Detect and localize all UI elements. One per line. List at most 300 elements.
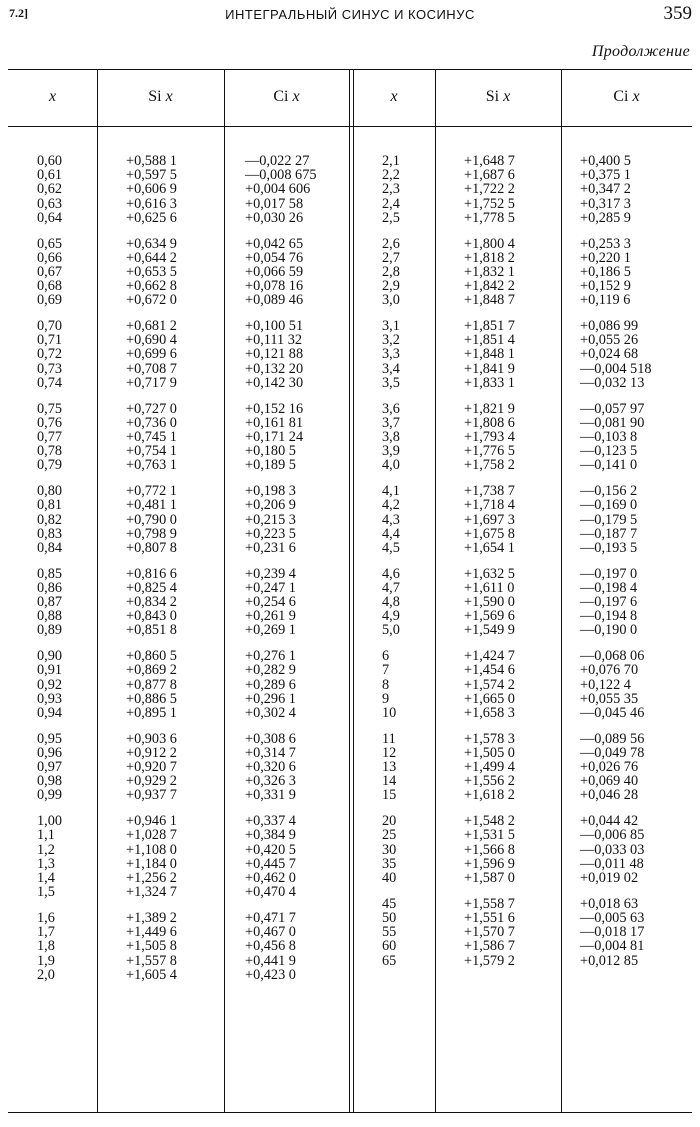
table-cell: +0,121 88 [245, 346, 304, 363]
row-group [580, 154, 651, 225]
table-cell: 0,76 [37, 414, 63, 431]
table-cell: +0,066 59 [245, 263, 304, 280]
table-cell: —0,197 0 [580, 565, 638, 582]
table-cell: +1,722 2 [464, 181, 515, 198]
table-cell: 2,0 [37, 966, 55, 983]
row-group [37, 732, 62, 803]
table-cell: +0,481 1 [126, 497, 177, 514]
table-cell: +0,445 7 [245, 855, 296, 872]
table-cell: 0,87 [37, 594, 63, 611]
table-cell: +0,895 1 [126, 704, 177, 721]
table-cell: +0,717 9 [126, 374, 177, 391]
table-cell: 0,67 [37, 263, 63, 280]
row-group [464, 814, 515, 885]
table-cell: +0,337 4 [245, 813, 296, 830]
row-group [37, 484, 62, 555]
table-cell: +0,269 1 [245, 622, 296, 639]
row-group [580, 649, 651, 720]
table-cell: +1,569 6 [464, 608, 515, 625]
table-cell: 0,70 [37, 318, 63, 335]
table-cell: —0,005 63 [580, 909, 645, 926]
row-group [37, 911, 62, 982]
row-group [382, 319, 400, 390]
table-cell: 6 [382, 648, 390, 665]
table-cell: +0,462 0 [245, 870, 296, 886]
table-cell: 1,1 [37, 827, 55, 844]
table-cell: +1,618 2 [464, 787, 515, 804]
table-cell: 2,2 [382, 167, 400, 184]
table-cell: 0,98 [37, 773, 63, 790]
table-cell: +0,763 1 [126, 457, 177, 474]
table-cell: +0,317 3 [580, 195, 631, 212]
row-group [126, 319, 177, 390]
table-cell: +0,152 9 [580, 278, 631, 295]
table-cell: 2,9 [382, 278, 400, 295]
table-cell: +0,223 5 [245, 525, 296, 542]
table-cell: 0,78 [37, 443, 63, 460]
table-cell: 35 [382, 855, 397, 872]
table-cell: +0,672 0 [126, 292, 177, 309]
table-cell: +0,423 0 [245, 966, 296, 983]
table-cell: +1,778 5 [464, 209, 515, 226]
table-cell: +0,754 1 [126, 443, 177, 460]
table-cell: +1,752 5 [464, 195, 515, 212]
table-cell: 0,63 [37, 195, 63, 212]
table-cell: —0,004 81 [580, 938, 645, 955]
table-cell: 4,0 [382, 457, 400, 474]
header-ci-left: Ci x [273, 88, 300, 105]
table-cell: +0,069 40 [580, 773, 639, 790]
row-group [580, 319, 651, 390]
table-cell: 0,88 [37, 608, 63, 625]
table-cell: +0,456 8 [245, 938, 296, 955]
table-cell: +0,634 9 [126, 235, 177, 252]
table-cell: 45 [382, 895, 397, 912]
table-cell: —0,011 48 [580, 855, 644, 872]
row-group [382, 237, 400, 308]
table-cell: —0,004 518 [580, 360, 652, 377]
column-divider [224, 70, 225, 1112]
row-group [245, 237, 316, 308]
row-group [382, 484, 400, 555]
continuation-label: Продолжение [591, 43, 690, 60]
row-group [126, 154, 177, 225]
table-cell: +0,441 9 [245, 952, 296, 969]
table-cell: 4,4 [382, 525, 400, 542]
row-group [580, 567, 651, 638]
table-cell: 0,68 [37, 278, 63, 295]
table-cell: +0,400 5 [580, 153, 631, 169]
row-group [245, 567, 316, 638]
table-cell: +1,551 6 [464, 909, 515, 926]
table-cell: +1,665 0 [464, 690, 515, 707]
header-ci-right: Ci x [613, 88, 640, 105]
table-cell: —0,194 8 [580, 608, 638, 625]
table-cell: +0,745 1 [126, 428, 177, 445]
table-cell: +0,606 9 [126, 181, 177, 198]
table-cell: +0,012 85 [580, 952, 639, 969]
table-cell: 40 [382, 870, 397, 886]
table-cell: +0,467 0 [245, 924, 296, 941]
table-cell: +1,566 8 [464, 841, 515, 858]
column-divider [97, 70, 98, 1112]
table-cell: 0,95 [37, 730, 63, 747]
table-cell: —0,057 97 [580, 400, 645, 417]
table-cell: +1,256 2 [126, 870, 177, 886]
table-cell: —0,018 17 [580, 924, 645, 941]
table-cell: +0,089 46 [245, 292, 304, 309]
table-cell: 0,96 [37, 744, 63, 761]
table-cell: 0,91 [37, 662, 63, 679]
table-cell: +0,420 5 [245, 841, 296, 858]
row-group [382, 649, 400, 720]
table-cell: 4,8 [382, 594, 400, 611]
row-group [580, 484, 651, 555]
table-cell: +1,848 7 [464, 292, 515, 309]
table-cell: +0,302 4 [245, 704, 296, 721]
row-group [37, 649, 62, 720]
table-cell: +0,253 3 [580, 235, 631, 252]
table-cell: +1,184 0 [126, 855, 177, 872]
table-cell: 0,62 [37, 181, 63, 198]
table-cell: +0,042 65 [245, 235, 304, 252]
row-group [464, 484, 515, 555]
table-cell: +1,449 6 [126, 924, 177, 941]
table-cell: +1,587 0 [464, 870, 515, 886]
column-x-left [37, 154, 62, 994]
table-cell: 3,5 [382, 374, 400, 391]
table-cell: +0,026 76 [580, 759, 639, 776]
table-cell: 0,94 [37, 704, 63, 721]
table-cell: 1,5 [37, 884, 55, 901]
table-cell: 1,6 [37, 909, 55, 926]
section-number: 7.2] [9, 6, 28, 20]
row-group [126, 649, 177, 720]
table-cell: 0,73 [37, 360, 63, 377]
row-group [580, 402, 651, 473]
table-cell: +0,152 16 [245, 400, 304, 417]
table-cell: 3,6 [382, 400, 400, 417]
table-cell: 3,2 [382, 332, 400, 349]
column-si-left [126, 154, 177, 994]
table-cell: +0,276 1 [245, 648, 296, 665]
table-cell: +1,586 7 [464, 938, 515, 955]
table-cell: —0,123 5 [580, 443, 638, 460]
table-cell: +0,024 68 [580, 346, 639, 363]
table-cell: +1,570 7 [464, 924, 515, 941]
table-cell: 1,2 [37, 841, 55, 858]
table-cell: +0,912 2 [126, 744, 177, 761]
row-group [37, 237, 62, 308]
table-cell: +0,220 1 [580, 249, 631, 266]
table-cell: +0,625 6 [126, 209, 177, 226]
row-group [464, 897, 515, 968]
table-cell: 0,77 [37, 428, 63, 445]
table-cell: +1,833 1 [464, 374, 515, 391]
table-cell: +0,171 24 [245, 428, 304, 445]
table-cell: +1,557 8 [126, 952, 177, 969]
table-cell: +1,648 7 [464, 153, 515, 169]
row-group [464, 319, 515, 390]
table-cell: +1,548 2 [464, 813, 515, 830]
row-group [382, 154, 400, 225]
table-cell: +0,843 0 [126, 608, 177, 625]
row-group [580, 897, 651, 968]
row-group [382, 567, 400, 638]
table-cell: 14 [382, 773, 397, 790]
table-cell: 2,6 [382, 235, 400, 252]
table-cell: +0,860 5 [126, 648, 177, 665]
row-group [464, 237, 515, 308]
table-cell: 3,4 [382, 360, 400, 377]
table-cell: +0,588 1 [126, 153, 177, 169]
table-cell: 0,61 [37, 167, 63, 184]
column-divider [435, 70, 436, 1112]
table-cell: +0,384 9 [245, 827, 296, 844]
row-group [580, 732, 651, 803]
row-group [245, 402, 316, 473]
table-cell: 3,1 [382, 318, 400, 335]
table-cell: 2,3 [382, 181, 400, 198]
table-cell: +1,687 6 [464, 167, 515, 184]
row-group [37, 154, 62, 225]
table-cell: +0,616 3 [126, 195, 177, 212]
table-cell: 0,79 [37, 457, 63, 474]
table-cell: 7 [382, 662, 390, 679]
table-cell: +0,772 1 [126, 483, 177, 500]
table-cell: +1,821 9 [464, 400, 515, 417]
row-group [126, 911, 177, 982]
header-rule [8, 126, 692, 127]
table-cell: 4,7 [382, 579, 400, 596]
table-cell: +0,644 2 [126, 249, 177, 266]
table-cell: +1,505 8 [126, 938, 177, 955]
table-cell: 0,93 [37, 690, 63, 707]
table-cell: —0,081 90 [580, 414, 645, 431]
row-group [464, 649, 515, 720]
table-cell: +0,017 58 [245, 195, 304, 212]
table-cell: —0,049 78 [580, 744, 645, 761]
table-cell: +0,834 2 [126, 594, 177, 611]
table-cell: 13 [382, 759, 397, 776]
table-cell: +0,825 4 [126, 579, 177, 596]
table-cell: +1,738 7 [464, 483, 515, 500]
table-cell: +0,816 6 [126, 565, 177, 582]
row-group [126, 814, 177, 899]
table-cell: 0,75 [37, 400, 63, 417]
table-cell: +0,929 2 [126, 773, 177, 790]
header-x-right: x [390, 88, 398, 105]
table-cell: +0,331 9 [245, 787, 296, 804]
row-group [464, 154, 515, 225]
table-cell: 2,8 [382, 263, 400, 280]
table-cell: 4,1 [382, 483, 400, 500]
table-cell: +0,375 1 [580, 167, 631, 184]
table-cell: +0,078 16 [245, 278, 304, 295]
table-cell: +1,654 1 [464, 539, 515, 556]
table-cell: —0,068 06 [580, 648, 645, 665]
header-si-right: Si x [485, 88, 511, 105]
table-cell: 20 [382, 813, 397, 830]
table-cell: 2,7 [382, 249, 400, 266]
table-cell: 1,8 [37, 938, 55, 955]
table-cell: +0,699 6 [126, 346, 177, 363]
table-cell: 3,0 [382, 292, 400, 309]
table-cell: 0,81 [37, 497, 63, 514]
table-cell: +0,122 4 [580, 676, 631, 693]
table-cell: —0,179 5 [580, 511, 638, 528]
row-group [245, 814, 316, 899]
row-group [580, 814, 651, 885]
table-cell: 12 [382, 744, 397, 761]
table-cell: 3,3 [382, 346, 400, 363]
table-cell: +1,605 4 [126, 966, 177, 983]
table-cell: +0,653 5 [126, 263, 177, 280]
table-cell: 50 [382, 909, 397, 926]
table-cell: +1,718 4 [464, 497, 515, 514]
table-cell: 2,1 [382, 153, 400, 169]
table-cell: 0,99 [37, 787, 63, 804]
table-cell: +0,285 9 [580, 209, 631, 226]
table-cell: —0,008 675 [245, 167, 317, 184]
table-cell: 0,80 [37, 483, 63, 500]
table-cell: +0,851 8 [126, 622, 177, 639]
page-number: 359 [663, 3, 692, 24]
table-cell: 1,4 [37, 870, 55, 886]
table-cell: +0,708 7 [126, 360, 177, 377]
table-cell: +1,028 7 [126, 827, 177, 844]
table-cell: +0,320 6 [245, 759, 296, 776]
row-group [382, 732, 400, 803]
table-cell: +0,736 0 [126, 414, 177, 431]
table-cell: 0,66 [37, 249, 63, 266]
table-cell: +0,690 4 [126, 332, 177, 349]
table-cell: 4,3 [382, 511, 400, 528]
table-cell: +0,206 9 [245, 497, 296, 514]
table-cell: —0,198 4 [580, 579, 638, 596]
table-cell: 0,85 [37, 565, 63, 582]
table-cell: +1,505 0 [464, 744, 515, 761]
table-cell: +1,842 2 [464, 278, 515, 295]
table-cell: 0,71 [37, 332, 63, 349]
table-cell: +1,808 6 [464, 414, 515, 431]
row-group [37, 402, 62, 473]
page-title: ИНТЕГРАЛЬНЫЙ СИНУС И КОСИНУС [225, 7, 475, 22]
table-cell: +1,549 9 [464, 622, 515, 639]
table-cell: +0,239 4 [245, 565, 296, 582]
table-cell: 2,5 [382, 209, 400, 226]
column-x-right [382, 154, 400, 979]
row-group [382, 897, 400, 968]
table-cell: +1,848 1 [464, 346, 515, 363]
table-cell: 0,69 [37, 292, 63, 309]
table-cell: 1,00 [37, 813, 63, 830]
table-cell: +1,818 2 [464, 249, 515, 266]
table-cell: +0,877 8 [126, 676, 177, 693]
table-cell: +1,776 5 [464, 443, 515, 460]
table-cell: 1,3 [37, 855, 55, 872]
table-cell: +1,389 2 [126, 909, 177, 926]
table-cell: +1,793 4 [464, 428, 515, 445]
row-group [382, 814, 400, 885]
table-cell: +0,937 7 [126, 787, 177, 804]
row-group [464, 402, 515, 473]
row-group [37, 567, 62, 638]
table-cell: 0,90 [37, 648, 63, 665]
table-cell: 9 [382, 690, 390, 707]
table-cell: +0,296 1 [245, 690, 296, 707]
table-cell: +1,454 6 [464, 662, 515, 679]
table-cell: 0,82 [37, 511, 63, 528]
table-cell: +0,471 7 [245, 909, 296, 926]
table-cell: +0,018 63 [580, 895, 639, 912]
table-cell: 30 [382, 841, 397, 858]
table-cell: +1,574 2 [464, 676, 515, 693]
table-cell: 3,9 [382, 443, 400, 460]
table-cell: +1,611 0 [464, 579, 515, 596]
table-cell: +0,308 6 [245, 730, 296, 747]
table-cell: +0,681 2 [126, 318, 177, 335]
table-cell: +1,578 3 [464, 730, 515, 747]
table-cell: +0,019 02 [580, 870, 639, 886]
row-group [382, 402, 400, 473]
row-group [126, 567, 177, 638]
table-cell: 0,65 [37, 235, 63, 252]
table-cell: —0,197 6 [580, 594, 638, 611]
table-cell: 65 [382, 952, 397, 969]
table-cell: +0,180 5 [245, 443, 296, 460]
table-cell: +0,289 6 [245, 676, 296, 693]
row-group [580, 237, 651, 308]
table-cell: +0,132 20 [245, 360, 304, 377]
row-group [245, 911, 316, 982]
table-cell: +0,046 28 [580, 787, 639, 804]
table-cell: 1,7 [37, 924, 55, 941]
table-cell: +0,790 0 [126, 511, 177, 528]
table-cell: +0,055 26 [580, 332, 639, 349]
table-cell: 4,5 [382, 539, 400, 556]
table-cell: 60 [382, 938, 397, 955]
row-group [126, 484, 177, 555]
table-cell: +1,832 1 [464, 263, 515, 280]
table-cell: 4,2 [382, 497, 400, 514]
table-cell: 0,92 [37, 676, 63, 693]
table-cell: +0,004 606 [245, 181, 311, 198]
table-cell: +0,314 7 [245, 744, 296, 761]
row-group [126, 237, 177, 308]
row-group [245, 649, 316, 720]
table-cell: +0,231 6 [245, 539, 296, 556]
table-cell: +1,324 7 [126, 884, 177, 901]
table-cell: 0,86 [37, 579, 63, 596]
table-cell: —0,169 0 [580, 497, 638, 514]
row-group [464, 567, 515, 638]
table-cell: +0,886 5 [126, 690, 177, 707]
table-cell: 0,72 [37, 346, 63, 363]
table-cell: 2,4 [382, 195, 400, 212]
table-cell: +0,903 6 [126, 730, 177, 747]
table-cell: +0,111 32 [245, 332, 303, 349]
table-cell: +0,076 70 [580, 662, 639, 679]
table-cell: +0,807 8 [126, 539, 177, 556]
table-cell: 0,60 [37, 153, 63, 169]
table-cell: 55 [382, 924, 397, 941]
row-group [245, 154, 316, 225]
table-cell: —0,187 7 [580, 525, 638, 542]
table-cell: +0,054 76 [245, 249, 304, 266]
table-cell: +0,798 9 [126, 525, 177, 542]
table-cell: +1,531 5 [464, 827, 515, 844]
